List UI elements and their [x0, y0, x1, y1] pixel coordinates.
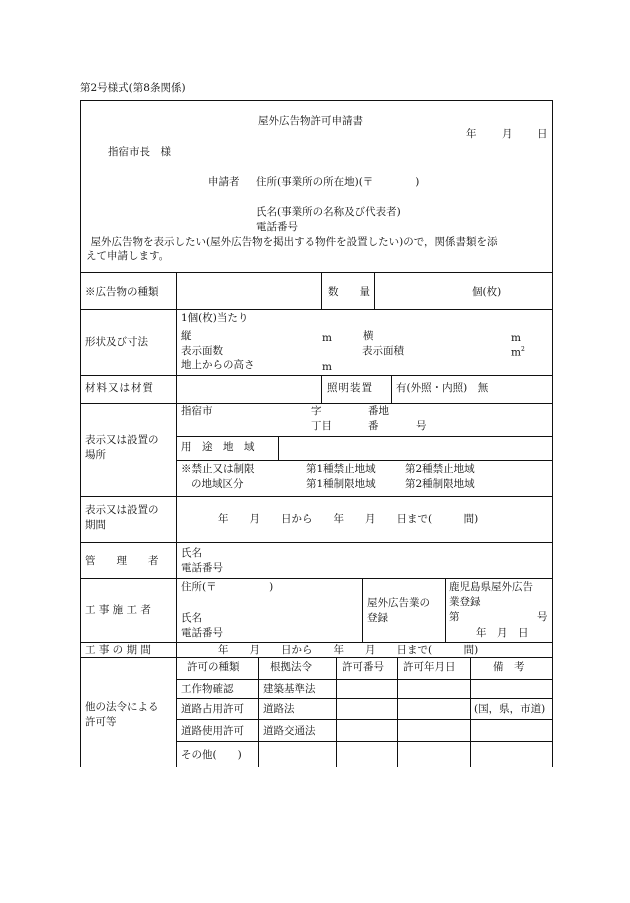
zone-3: 第1種制限地域 — [306, 478, 376, 490]
period-label-2: 期間 — [85, 519, 106, 531]
period-text: 年 月 日から 年 月 日まで( 間) — [218, 513, 479, 525]
other-laws-label-2: 許可等 — [85, 716, 117, 728]
header-permit-number: 許可番号 — [342, 661, 384, 673]
display-face-count-label: 表示面数 — [181, 345, 223, 357]
rule — [176, 719, 553, 720]
rule — [176, 272, 177, 767]
contractor-name: 氏名 — [181, 612, 202, 624]
rule — [278, 436, 279, 460]
use-zone-label: 用 途 地 域 — [181, 441, 255, 453]
restriction-label-1: ※禁止又は制限 — [181, 463, 255, 475]
date-month: 月 — [502, 128, 513, 140]
rule — [176, 460, 553, 461]
rule — [445, 578, 446, 642]
ad-kind-label: ※広告物の種類 — [85, 286, 159, 298]
vertical-unit: m — [322, 332, 332, 344]
location-label-1: 表示又は設置の — [85, 434, 159, 446]
vertical-label: 縦 — [181, 330, 192, 342]
registration-date: 年 月 日 — [476, 627, 529, 639]
rule — [80, 642, 553, 643]
addressee: 指宿市長 様 — [108, 146, 171, 158]
display-area-label: 表示面積 — [362, 345, 404, 357]
per-unit-label: 1個(枚)当たり — [181, 312, 249, 324]
applicant-phone-label: 電話番号 — [256, 221, 298, 233]
rule — [176, 698, 553, 699]
rule — [321, 375, 322, 403]
header-permit-kind: 許可の種類 — [187, 661, 240, 673]
header-permit-date: 許可年月日 — [403, 661, 456, 673]
rule — [176, 436, 553, 437]
contractor-label: 工 事 施 工 者 — [85, 604, 151, 616]
quantity-label: 数 量 — [328, 286, 370, 298]
permit-kind-3: その他( ) — [181, 749, 242, 761]
height-label: 地上からの高さ — [181, 359, 255, 371]
rule — [470, 657, 471, 767]
form-number: 第2号様式(第8条関係) — [80, 82, 186, 94]
work-period-text: 年 月 日から 年 月 日まで( 間) — [218, 644, 479, 656]
form-title: 屋外広告物許可申請書 — [258, 115, 363, 127]
manager-phone: 電話番号 — [181, 562, 223, 574]
rule — [176, 741, 553, 742]
kagoshima-registration-2: 業登録 — [449, 596, 481, 608]
zone-2: 第2種禁止地域 — [405, 463, 475, 475]
aza-label: 字 — [311, 405, 322, 417]
rule — [336, 657, 337, 767]
period-label-1: 表示又は設置の — [85, 504, 159, 516]
header-law: 根拠法令 — [270, 661, 312, 673]
application-statement-2: えて申請します。 — [86, 250, 170, 262]
permit-law-0: 建築基準法 — [263, 683, 316, 695]
registration-go: 号 — [537, 611, 548, 623]
height-unit: m — [322, 361, 332, 373]
rule — [374, 272, 375, 309]
banchi-label: 番地 — [368, 405, 389, 417]
applicant-name-label: 氏名(事業所の名称及び代表者) — [256, 206, 401, 218]
applicant-label: 申請者 — [208, 176, 240, 188]
rule — [80, 542, 553, 543]
manager-label: 管 理 者 — [85, 555, 159, 567]
horizontal-label: 横 — [363, 330, 374, 342]
frame-right — [552, 100, 553, 767]
rule — [321, 272, 322, 309]
material-label: 材料又は材質 — [85, 382, 154, 394]
chome-label: 丁目 — [311, 420, 332, 432]
application-statement-1: 屋外広告物を表示したい(屋外広告物を掲出する物件を設置したい)ので，関係書類を添 — [80, 236, 498, 248]
rule — [80, 403, 553, 404]
rule — [80, 272, 553, 273]
rule — [176, 679, 553, 680]
location-label-2: 場所 — [85, 449, 106, 461]
ban-label: 番 — [368, 420, 379, 432]
permit-kind-2: 道路使用許可 — [181, 725, 244, 737]
rule — [80, 657, 553, 658]
restriction-label-2: の地域区分 — [191, 478, 244, 490]
lighting-label: 照明装置 — [327, 382, 373, 394]
contractor-address: 住所(〒 ) — [181, 581, 274, 593]
rule — [80, 309, 553, 310]
manager-name: 氏名 — [181, 547, 202, 559]
applicant-address-label: 住所(事業所の所在地)(〒 ) — [256, 176, 420, 188]
registration-label-2: 登録 — [367, 612, 388, 624]
rule — [80, 496, 553, 497]
zone-1: 第1種禁止地域 — [306, 463, 376, 475]
date-year: 年 — [466, 128, 477, 140]
go-label: 号 — [416, 420, 427, 432]
city-label: 指宿市 — [181, 405, 213, 417]
rule — [397, 657, 398, 767]
rule — [362, 578, 363, 642]
other-laws-label-1: 他の法令による — [85, 701, 159, 713]
rule — [80, 375, 553, 376]
work-period-label: 工 事 の 期 間 — [85, 644, 151, 656]
header-note: 備 考 — [493, 661, 525, 673]
rule — [80, 578, 553, 579]
permit-kind-0: 工作物確認 — [181, 683, 234, 695]
permit-law-2: 道路交通法 — [263, 725, 316, 737]
date-day: 日 — [537, 128, 548, 140]
lighting-options: 有(外照・内照) 無 — [396, 382, 489, 394]
zone-4: 第2種制限地域 — [405, 478, 475, 490]
quantity-unit: 個(枚) — [472, 286, 502, 298]
frame-top — [80, 100, 553, 101]
frame-left — [80, 100, 81, 767]
kagoshima-registration-1: 鹿児島県屋外広告 — [449, 581, 533, 593]
rule — [391, 375, 392, 403]
area-unit: $m^2$ — [511, 346, 525, 359]
registration-dai: 第 — [449, 611, 460, 623]
registration-label-1: 屋外広告業の — [367, 597, 430, 609]
shape-size-label: 形状及び寸法 — [85, 336, 148, 348]
permit-note-1: (国，県，市道) — [474, 703, 546, 715]
contractor-phone: 電話番号 — [181, 627, 223, 639]
horizontal-unit: m — [511, 332, 521, 344]
permit-law-1: 道路法 — [263, 703, 295, 715]
rule — [258, 657, 259, 767]
permit-kind-1: 道路占用許可 — [181, 703, 244, 715]
